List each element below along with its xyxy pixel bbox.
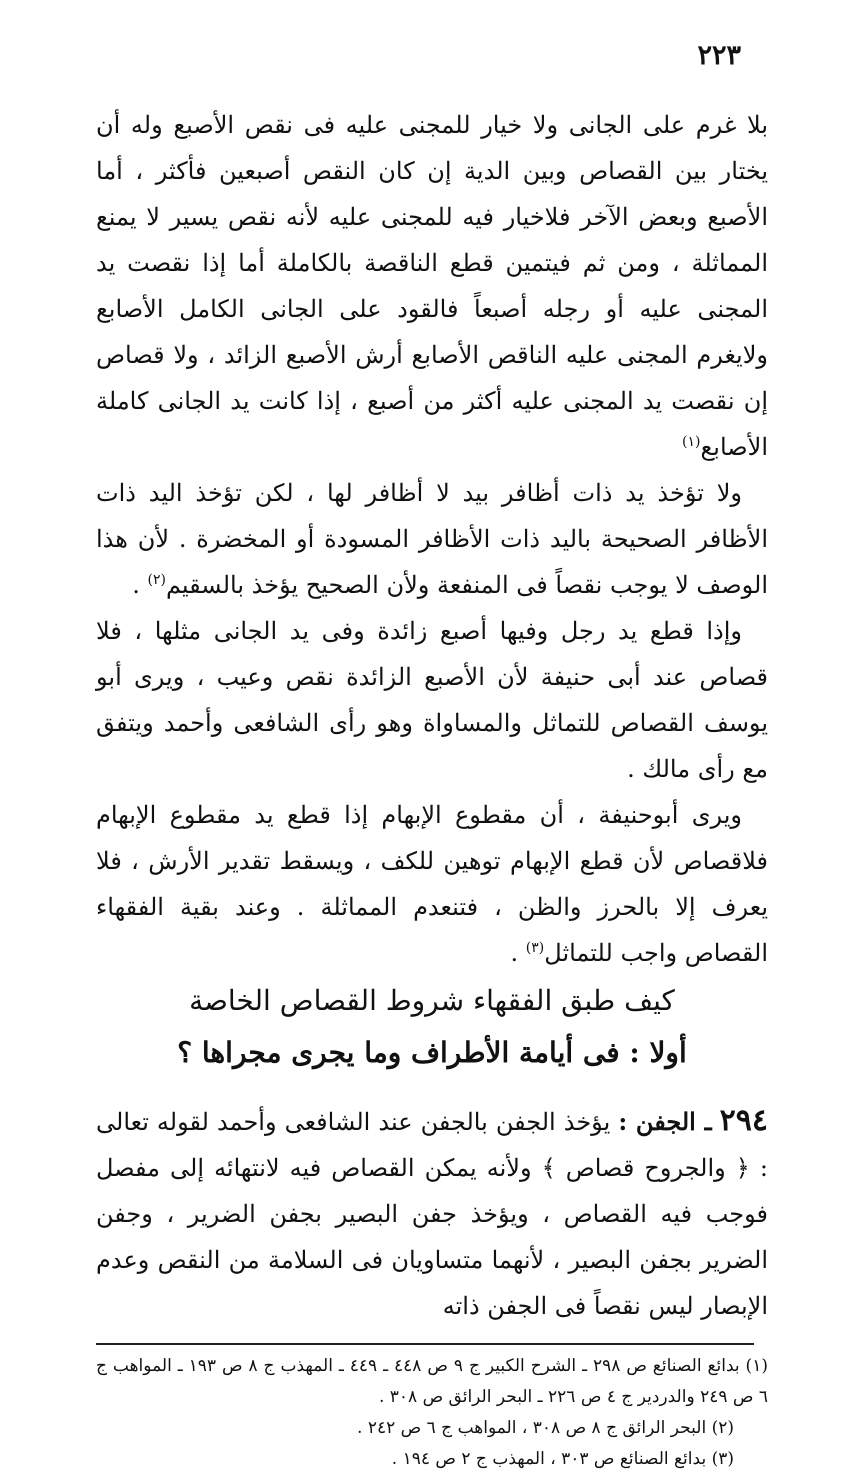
footnote-mark-1: (١) <box>682 434 701 450</box>
footnote-mark-2: (٢) <box>147 572 166 588</box>
footnote-1: (١) بدائع الصنائع ص ٢٩٨ ـ الشرح الكبير ج ٩ ص ٤٤٨ ـ ٤٤٩ ـ المهذب ج ٨ ص ١٩٣ ـ المواهب ج ٦ ص ٢٤٩ والدردير ج ٤ ص ٢٢٦ ـ البحر الرائق ص ٣٠٨ . <box>96 1356 768 1407</box>
paragraph-4: ويرى أبوحنيفة ، أن مقطوع الإبهام إذا قطع يد مقطوع الإبهام فلاقصاص لأن قطع الإبهام توهين للكف ، ويسقط تقدير الأرش ، فلا يعرف إلا بالحرز والظن ، فتنعدم المماثلة . وعند بقية الفقهاء القصاص واجب للتماثل$^{(٣)}$ . <box>96 801 768 967</box>
paragraph-1-text: بلا غرم على الجانى ولا خيار للمجنى عليه فى نقص الأصبع وله أن يختار بين القصاص وبين الدية إن كان النقص أصبعين فأكثر ، أما الأصبع وبعض الآخر فلاخيار فيه للمجنى عليه لأنه نقص يسير لا يمنع المماثلة ، ومن ثم فيتمين قطع الناقصة بالكاملة أما إذا نقصت يد المجنى عليه أو رجله أصبعاً فالقود على الجانى الكامل الأصابع ولايغرم المجنى عليه الناقص الأصابع أرش الأصبع الزائد ، ولا قصاص إن نقصت يد المجنى عليه أكثر من أصبع ، إذا كانت يد الجانى كاملة الأصابع <box>96 111 768 461</box>
section-heading: كيف طبق الفقهاء شروط القصاص الخاصة <box>189 984 675 1017</box>
paragraph-4-text: ويرى أبوحنيفة ، أن مقطوع الإبهام إذا قطع يد مقطوع الإبهام فلاقصاص لأن قطع الإبهام توهين للكف ، ويسقط تقدير الأرش ، فلا يعرف إلا بالحرز والظن ، فتنعدم المماثلة . وعند بقية الفقهاء القصاص واجب للتماثل <box>96 801 768 967</box>
subsection-heading: أولا : فى أيامة الأطراف وما يجرى مجراها ؟ <box>177 1036 687 1069</box>
paragraph-1 <box>96 102 768 470</box>
footnote-2: (٢) البحر الرائق ج ٨ ص ٣٠٨ ، المواهب ج ٦ ص ٢٤٢ . <box>357 1418 734 1438</box>
footnote-divider <box>96 1343 754 1345</box>
footnotes <box>96 1351 768 1475</box>
paragraph-2-text: ولا تؤخذ يد ذات أظافر بيد لا أظافر لها ، لكن تؤخذ اليد ذات الأظافر الصحيحة باليد ذات الأظافر المسودة أو المخضرة . لأن هذا الوصف لا يوجب نقصاً فى المنفعة ولأن الصحيح يؤخذ بالسقيم <box>96 479 768 599</box>
page-number: ٢٢٣ <box>697 40 741 71</box>
section-294-paragraph <box>96 1098 768 1329</box>
section-text: يؤخذ الجفن بالجفن عند الشافعى وأحمد لقوله تعالى : ﴿ والجروح قصاص ﴾ ولأنه يمكن القصاص فيه لانتهائه إلى مفصل فوجب فيه القصاص ، ويؤخذ جفن البصير بجفن الضرير ، وجفن الضرير بجفن البصير ، لأنهما متساويان فى السلامة من النقص وعدم الإبصار ليس نقصاً فى الجفن ذاته <box>96 1108 768 1320</box>
section-number: ٢٩٤ <box>719 1103 769 1138</box>
section-title: ـ الجفن : <box>618 1107 712 1136</box>
paragraph-3: وإذا قطع يد رجل وفيها أصبع زائدة وفى يد الجانى مثلها ، فلا قصاص عند أبى حنيفة لأن الأصبع الزائدة نقص وعيب ، ويرى أبو يوسف القصاص للتماثل والمساواة وهو رأى الشافعى وأحمد ويتفق مع رأى مالك . <box>96 617 769 783</box>
footnote-mark-3: (٣) <box>525 940 545 956</box>
footnote-3: (٣) بدائع الصنائع ص ٣٠٣ ، المهذب ج ٢ ص ١٩٤ . <box>391 1449 734 1469</box>
paragraph-2: ولا تؤخذ يد ذات أظافر بيد لا أظافر لها ، لكن تؤخذ اليد ذات الأظافر الصحيحة باليد ذات الأظافر المسودة أو المخضرة . لأن هذا الوصف لا يوجب نقصاً فى المنفعة ولأن الصحيح يؤخذ بالسقيم$^{(٢)}$ . <box>96 479 768 599</box>
